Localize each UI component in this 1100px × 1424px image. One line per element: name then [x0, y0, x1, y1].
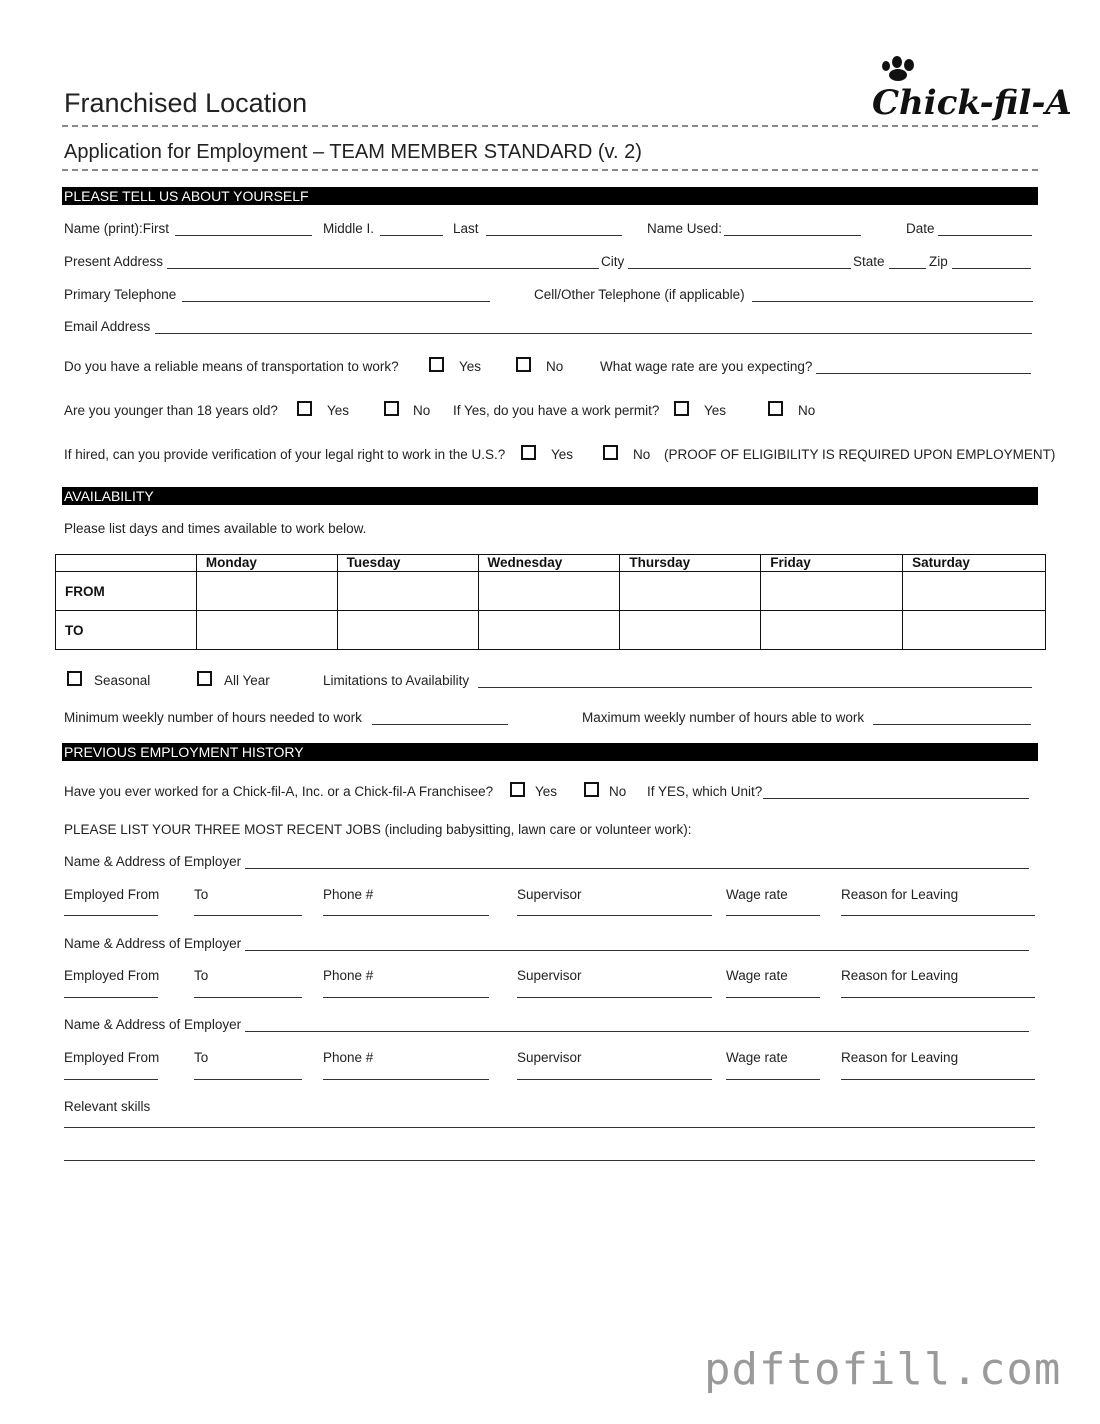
label-first-name: Name (print):First [64, 221, 170, 236]
relevant-skills-line-1[interactable] [64, 1127, 1035, 1128]
job-3-phone-field[interactable] [323, 1079, 489, 1080]
job-3-supervisor-field[interactable] [517, 1079, 712, 1080]
label-reason-for-leaving: Reason for Leaving [841, 887, 959, 902]
all-year-checkbox[interactable] [197, 671, 212, 686]
city-field[interactable] [628, 268, 851, 269]
job-2-to-field[interactable] [194, 997, 302, 998]
employer-3-field[interactable] [245, 1031, 1029, 1032]
to-wednesday-cell[interactable] [478, 611, 620, 650]
label-last-name: Last [453, 221, 479, 236]
label-name-used: Name Used: [647, 221, 723, 236]
label-all-year: All Year [224, 673, 270, 688]
from-saturday-cell[interactable] [903, 572, 1046, 611]
legal-right-yes-checkbox[interactable] [521, 445, 536, 460]
label-worked-for-cfa: Have you ever worked for a Chick-fil-A, Inc. or a Chick-fil-A Franchisee? [64, 784, 494, 799]
work-permit-no-checkbox[interactable] [768, 401, 783, 416]
row-label-from: FROM [56, 572, 197, 611]
limitations-field[interactable] [478, 687, 1032, 688]
form-subtitle: Application for Employment – TEAM MEMBER STANDARD (v. 2) [64, 141, 642, 163]
section-heading-availability: AVAILABILITY [62, 487, 1038, 505]
name-used-field[interactable] [724, 235, 861, 236]
label-under-18: Are you younger than 18 years old? [64, 403, 278, 418]
email-address-field[interactable] [155, 333, 1032, 334]
max-hours-field[interactable] [873, 724, 1031, 725]
transportation-yes-checkbox[interactable] [429, 357, 444, 372]
availability-table [55, 554, 1046, 650]
label-yes: Yes [551, 447, 574, 462]
from-thursday-cell[interactable] [620, 572, 761, 611]
label-reason-for-leaving: Reason for Leaving [841, 968, 959, 983]
job-2-phone-field[interactable] [323, 997, 489, 998]
label-employed-from: Employed From [64, 887, 160, 902]
label-no: No [633, 447, 651, 462]
from-friday-cell[interactable] [761, 572, 903, 611]
label-limitations: Limitations to Availability [323, 673, 470, 688]
seasonal-checkbox[interactable] [67, 671, 82, 686]
label-no: No [798, 403, 816, 418]
label-employed-from: Employed From [64, 968, 160, 983]
label-to: To [194, 887, 209, 902]
to-tuesday-cell[interactable] [337, 611, 478, 650]
jobs-instruction: PLEASE LIST YOUR THREE MOST RECENT JOBS (including babysitting, lawn care or volunteer work): [64, 822, 692, 837]
label-yes: Yes [704, 403, 727, 418]
label-work-permit: If Yes, do you have a work permit? [453, 403, 660, 418]
cell-telephone-field[interactable] [752, 301, 1033, 302]
chick-fil-a-logo [872, 56, 1072, 126]
worked-cfa-yes-checkbox[interactable] [510, 782, 525, 797]
first-name-field[interactable] [175, 235, 312, 236]
label-employer: Name & Address of Employer [64, 854, 242, 869]
label-wage-rate: Wage rate [726, 887, 788, 902]
label-supervisor: Supervisor [517, 1050, 582, 1065]
day-header: Monday [196, 555, 337, 572]
section-heading-about: PLEASE TELL US ABOUT YOURSELF [62, 187, 1038, 205]
day-header: Saturday [903, 555, 1046, 572]
to-friday-cell[interactable] [761, 611, 903, 650]
label-phone: Phone # [323, 887, 374, 902]
label-employed-from: Employed From [64, 1050, 160, 1065]
job-2-wage-field[interactable] [726, 997, 820, 998]
label-yes: Yes [459, 359, 482, 374]
label-zip: Zip [929, 254, 948, 269]
logo-wordmark: Chick-fil-A [872, 83, 1072, 123]
date-field[interactable] [938, 235, 1032, 236]
label-cell-telephone: Cell/Other Telephone (if applicable) [534, 287, 745, 302]
label-legal-right: If hired, can you provide verification of your legal right to work in the U.S.? [64, 447, 506, 462]
day-header: Thursday [620, 555, 761, 572]
day-header: Wednesday [478, 555, 620, 572]
job-1-wage-field[interactable] [726, 915, 820, 916]
label-wage-expected: What wage rate are you expecting? [600, 359, 813, 374]
label-yes: Yes [535, 784, 558, 799]
to-saturday-cell[interactable] [903, 611, 1046, 650]
label-wage-rate: Wage rate [726, 1050, 788, 1065]
job-1-phone-field[interactable] [323, 915, 489, 916]
label-max-hours: Maximum weekly number of hours able to work [582, 710, 865, 725]
job-3-wage-field[interactable] [726, 1079, 820, 1080]
last-name-field[interactable] [486, 235, 622, 236]
label-city: City [601, 254, 625, 269]
legal-right-no-checkbox[interactable] [603, 445, 618, 460]
employer-2-field[interactable] [245, 950, 1029, 951]
label-yes: Yes [327, 403, 350, 418]
label-state: State [853, 254, 885, 269]
primary-telephone-field[interactable] [182, 301, 490, 302]
label-email-address: Email Address [64, 319, 151, 334]
day-header: Friday [761, 555, 903, 572]
row-label-to: TO [56, 611, 197, 650]
middle-initial-field[interactable] [380, 235, 443, 236]
label-transportation: Do you have a reliable means of transportation to work? [64, 359, 399, 374]
to-monday-cell[interactable] [196, 611, 337, 650]
watermark: pdftofill.com [704, 1344, 1062, 1395]
proof-of-eligibility-note: (PROOF OF ELIGIBILITY IS REQUIRED UPON EMPLOYMENT) [664, 447, 1056, 462]
under-18-yes-checkbox[interactable] [297, 401, 312, 416]
label-supervisor: Supervisor [517, 887, 582, 902]
job-1-from-field[interactable] [64, 915, 158, 916]
relevant-skills-line-2[interactable] [64, 1160, 1035, 1161]
label-seasonal: Seasonal [94, 673, 151, 688]
job-3-reason-field[interactable] [841, 1079, 1035, 1080]
section-heading-employment-history: PREVIOUS EMPLOYMENT HISTORY [62, 743, 1038, 761]
job-2-supervisor-field[interactable] [517, 997, 712, 998]
job-3-from-field[interactable] [64, 1079, 158, 1080]
worked-cfa-no-checkbox[interactable] [584, 782, 599, 797]
from-monday-cell[interactable] [196, 572, 337, 611]
label-no: No [546, 359, 564, 374]
label-which-unit: If YES, which Unit? [647, 784, 763, 799]
job-3-to-field[interactable] [194, 1079, 302, 1080]
to-thursday-cell[interactable] [620, 611, 761, 650]
which-unit-field[interactable] [763, 798, 1029, 799]
divider [62, 125, 1038, 127]
label-relevant-skills: Relevant skills [64, 1099, 151, 1114]
label-to: To [194, 968, 209, 983]
work-permit-yes-checkbox[interactable] [674, 401, 689, 416]
state-field[interactable] [889, 268, 926, 269]
label-no: No [609, 784, 627, 799]
present-address-field[interactable] [167, 268, 599, 269]
availability-instruction: Please list days and times available to work below. [64, 521, 367, 536]
label-phone: Phone # [323, 968, 374, 983]
transportation-no-checkbox[interactable] [516, 357, 531, 372]
employer-1-field[interactable] [245, 868, 1029, 869]
label-employer: Name & Address of Employer [64, 936, 242, 951]
label-wage-rate: Wage rate [726, 968, 788, 983]
label-date: Date [906, 221, 935, 236]
divider [62, 169, 1038, 171]
from-tuesday-cell[interactable] [337, 572, 478, 611]
wage-expected-field[interactable] [816, 373, 1031, 374]
label-to: To [194, 1050, 209, 1065]
job-2-reason-field[interactable] [841, 997, 1035, 998]
label-supervisor: Supervisor [517, 968, 582, 983]
min-hours-field[interactable] [372, 724, 508, 725]
under-18-no-checkbox[interactable] [384, 401, 399, 416]
label-employer: Name & Address of Employer [64, 1017, 242, 1032]
label-reason-for-leaving: Reason for Leaving [841, 1050, 959, 1065]
label-min-hours: Minimum weekly number of hours needed to work [64, 710, 362, 725]
zip-field[interactable] [952, 268, 1031, 269]
job-1-reason-field[interactable] [841, 915, 1035, 916]
label-no: No [413, 403, 431, 418]
label-primary-telephone: Primary Telephone [64, 287, 177, 302]
job-1-supervisor-field[interactable] [517, 915, 712, 916]
job-2-from-field[interactable] [64, 997, 158, 998]
label-middle-initial: Middle I. [323, 221, 375, 236]
table-corner [56, 555, 197, 572]
day-header: Tuesday [337, 555, 478, 572]
from-wednesday-cell[interactable] [478, 572, 620, 611]
form-title: Franchised Location [64, 88, 308, 118]
job-1-to-field[interactable] [194, 915, 302, 916]
label-present-address: Present Address [64, 254, 164, 269]
label-phone: Phone # [323, 1050, 374, 1065]
